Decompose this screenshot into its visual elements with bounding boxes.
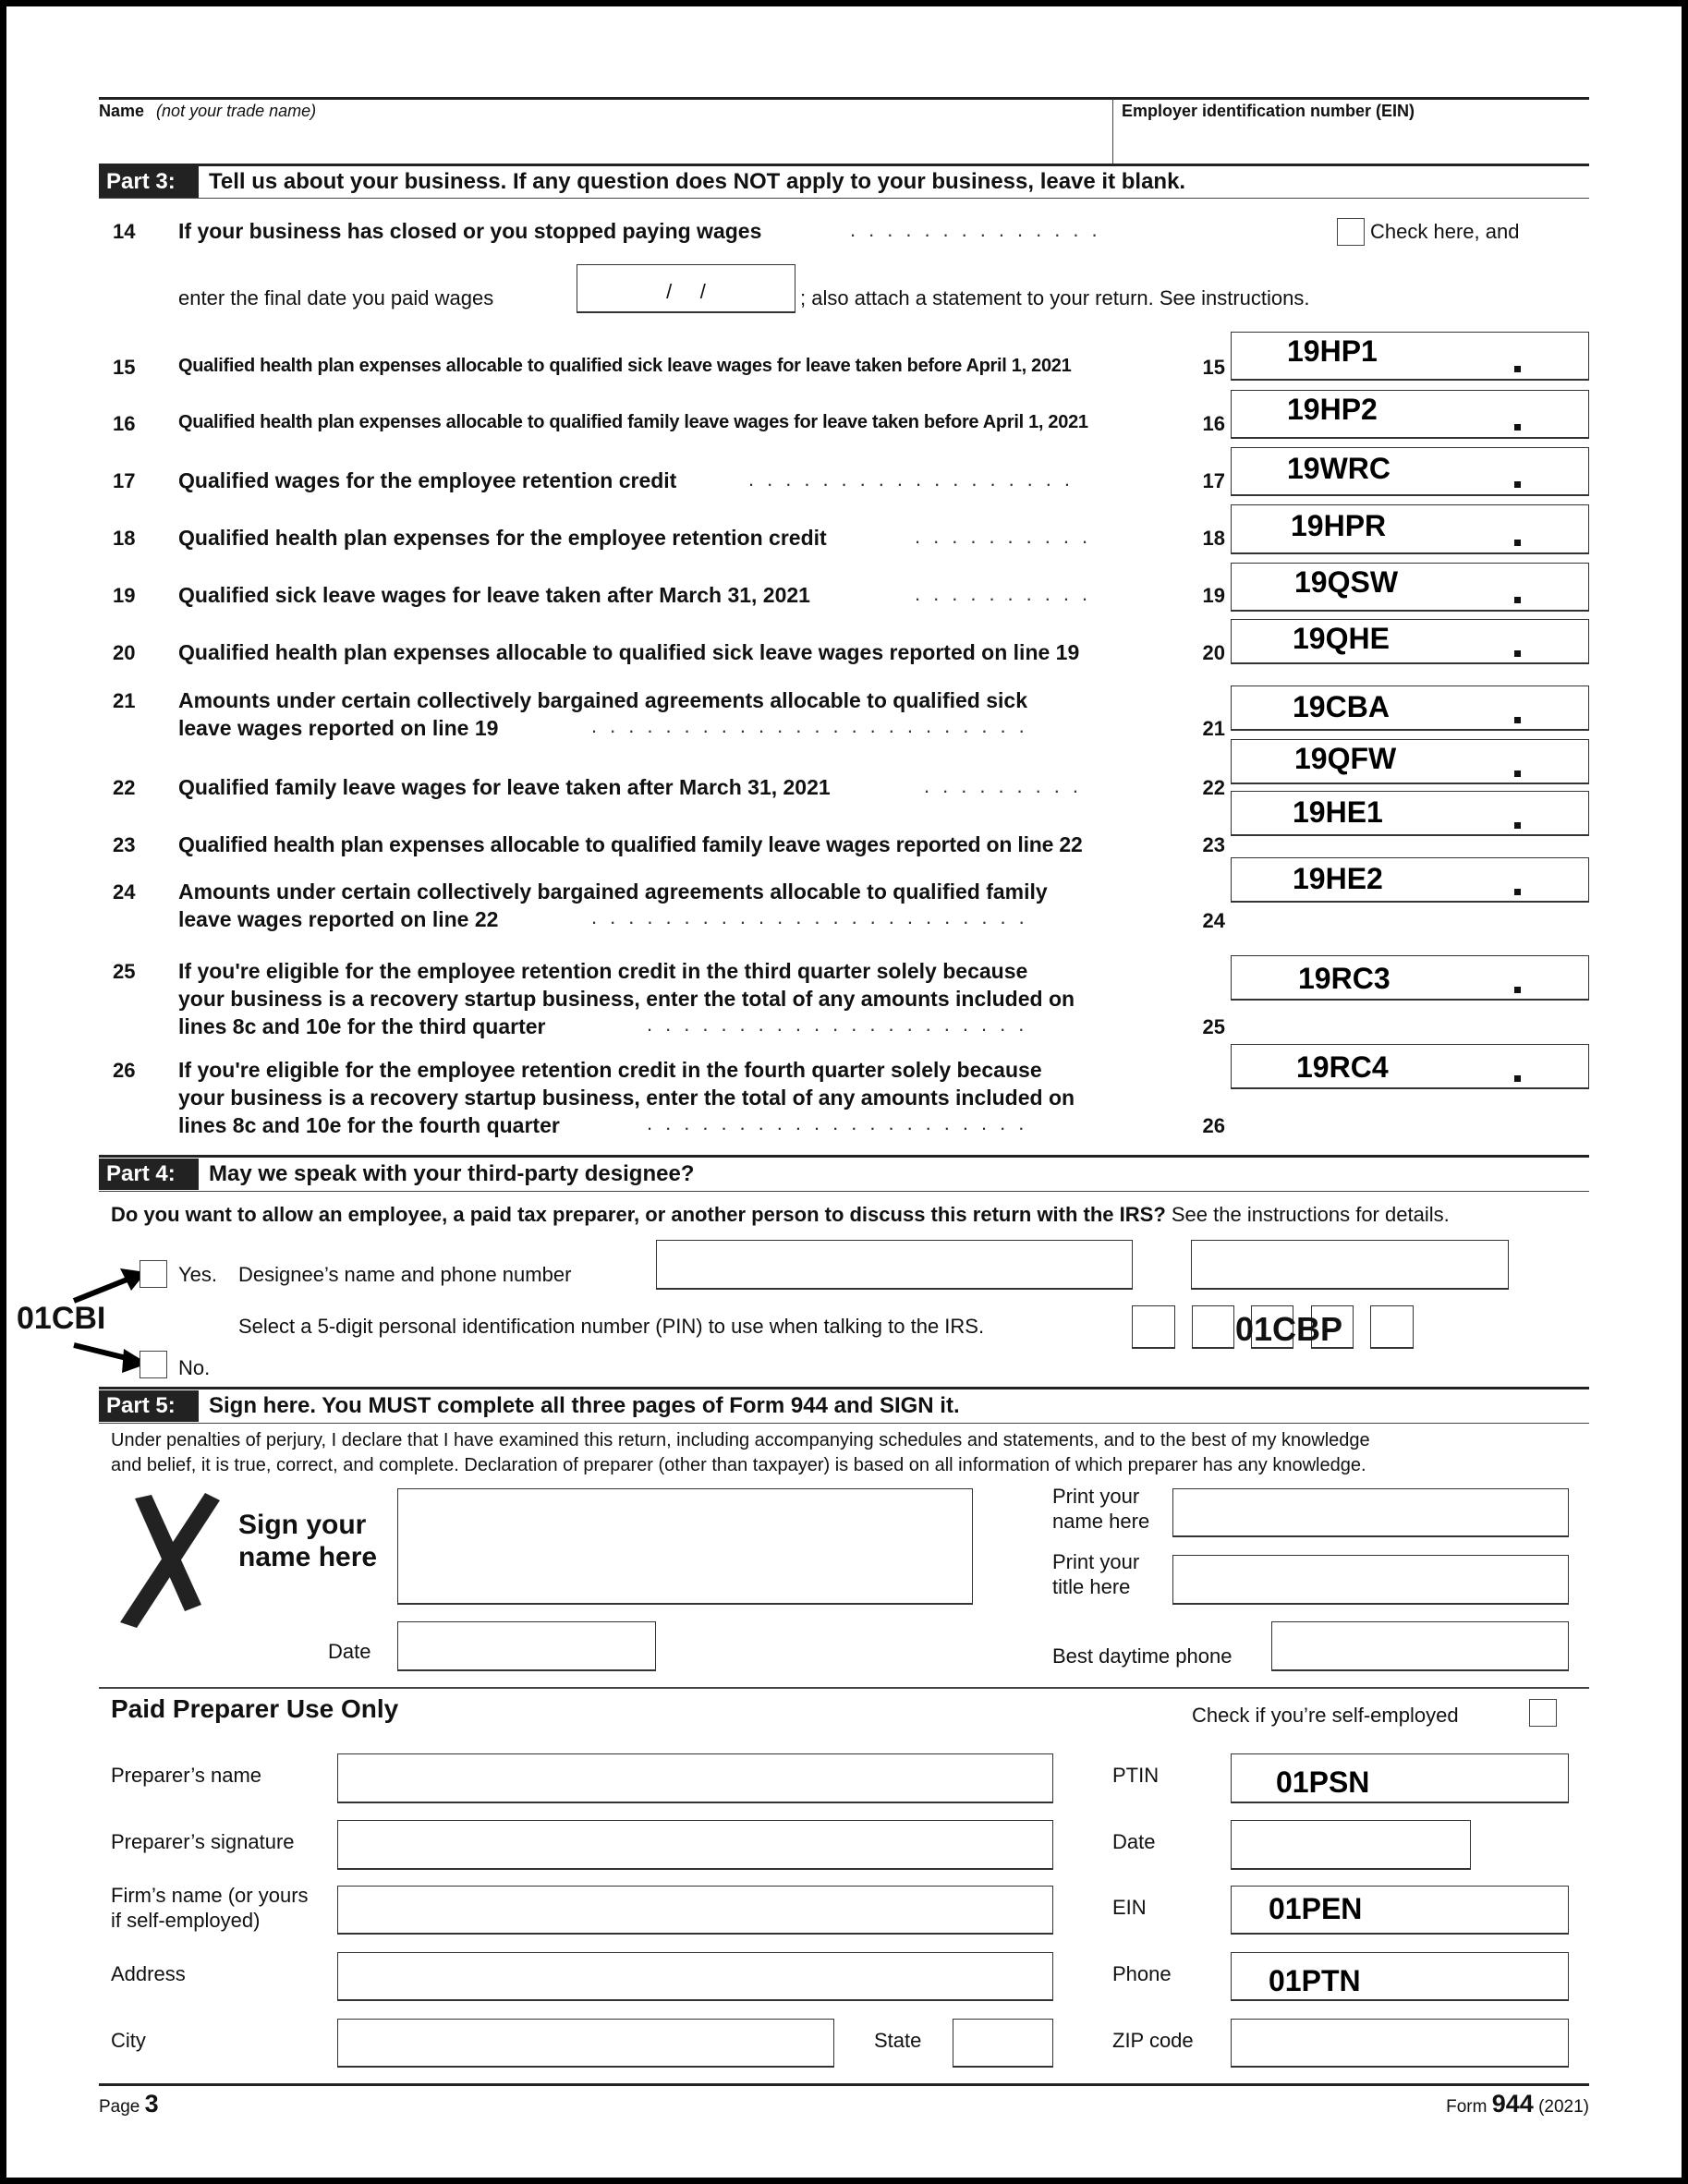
line-15-text: Qualified health plan expenses allocable to qualified sick leave wages for leave taken before April 1, 2021: [178, 356, 1072, 376]
line-26-text-2: your business is a recovery startup business, enter the total of any amounts included on: [178, 1086, 1075, 1110]
line-23-box-number: 23: [1202, 833, 1225, 856]
designee-question-bold: Do you want to allow an employee, a paid tax preparer, or another person to discuss this return with the IRS?: [111, 1203, 1166, 1226]
state-label: State: [874, 2029, 922, 2052]
line-21-box-number: 21: [1202, 717, 1225, 740]
line-26-amount-input[interactable]: [1231, 1044, 1589, 1089]
decimal-point: [1514, 366, 1521, 372]
line-14-text: If your business has closed or you stopped paying wages: [178, 219, 762, 243]
preparer-date-input[interactable]: [1231, 1820, 1471, 1870]
state-input[interactable]: [953, 2019, 1053, 2068]
sign-here-line-2: name here: [238, 1542, 378, 1572]
form-year: (2021): [1538, 2097, 1589, 2117]
line-19-box-number: 19: [1202, 584, 1225, 607]
best-phone-input[interactable]: [1271, 1621, 1569, 1671]
line-22-amount-input[interactable]: [1231, 739, 1589, 784]
preparer-heading: Paid Preparer Use Only: [111, 1694, 399, 1723]
firm-label-line-1: Firm’s name (or yours: [111, 1884, 309, 1907]
line-21-number: 21: [113, 689, 136, 712]
sign-here-label: [238, 1509, 377, 1573]
designee-phone-input[interactable]: [1191, 1240, 1509, 1290]
pin-digit-5[interactable]: [1370, 1305, 1414, 1349]
part5-title: Sign here. You MUST complete all three pages of Form 944 and SIGN it.: [209, 1393, 960, 1418]
line-14-number: 14: [113, 220, 136, 243]
part4-top-rule: [99, 1155, 1589, 1158]
preparer-date-label: Date: [1112, 1830, 1156, 1853]
line-20-box-number: 20: [1202, 641, 1225, 664]
preparer-name-label: Preparer’s name: [111, 1764, 262, 1787]
designee-question-rest: See the instructions for details.: [1165, 1203, 1450, 1226]
part4-bottom-rule: [99, 1191, 1589, 1192]
line-19-amount-input[interactable]: [1231, 563, 1589, 612]
sign-here-line-1: Sign your: [238, 1510, 367, 1540]
final-wages-date-input[interactable]: / /: [577, 264, 795, 313]
line-25-text-2: your business is a recovery startup business, enter the total of any amounts included on: [178, 987, 1075, 1011]
self-employed-checkbox[interactable]: [1529, 1699, 1557, 1727]
line-15-code: 19HP1: [1287, 334, 1378, 368]
preparer-name-input[interactable]: [337, 1753, 1053, 1803]
line-19-leader: ..........: [915, 582, 1101, 605]
line-15-amount-input[interactable]: [1231, 332, 1589, 381]
pin-digit-2[interactable]: [1192, 1305, 1234, 1349]
line-26-leader: .....................: [647, 1111, 1038, 1134]
decimal-point: [1514, 597, 1521, 603]
address-label: Address: [111, 1962, 186, 1985]
line-22-box-number: 22: [1202, 776, 1225, 799]
line-22-leader: .........: [924, 774, 1092, 797]
firm-label-line-2: if self-employed): [111, 1909, 261, 1932]
ptin-label: PTIN: [1112, 1764, 1160, 1787]
line-20-code: 19QHE: [1293, 622, 1390, 655]
zip-input[interactable]: [1231, 2019, 1569, 2068]
sign-date-input[interactable]: [397, 1621, 656, 1671]
part5-label: Part 5:: [99, 1390, 199, 1422]
line-21-amount-input[interactable]: [1231, 686, 1589, 731]
part3-title: Tell us about your business. If any question does NOT apply to your business, leave it blank.: [209, 169, 1186, 194]
form-number: 944: [1491, 2090, 1534, 2117]
ein-label: Employer identification number (EIN): [1122, 102, 1415, 120]
line-17-leader: ..................: [748, 467, 1084, 491]
print-title-line-1: Print your: [1052, 1550, 1140, 1573]
name-input[interactable]: [99, 124, 1111, 163]
line-22-number: 22: [113, 776, 136, 799]
line-23-text: Qualified health plan expenses allocable to qualified family leave wages reported on line 22: [178, 832, 1083, 856]
decimal-point: [1514, 889, 1521, 895]
preparer-signature-input[interactable]: [337, 1820, 1053, 1870]
city-input[interactable]: [337, 2019, 834, 2068]
page-number: [99, 2090, 159, 2118]
form-prefix: Form: [1446, 2097, 1488, 2117]
decimal-point: [1514, 1075, 1521, 1082]
line-20-number: 20: [113, 641, 136, 664]
line-24-text-2: leave wages reported on line 22: [178, 907, 499, 931]
line-24-box-number: 24: [1202, 909, 1225, 932]
sign-date-label: Date: [328, 1640, 371, 1663]
line-26-code: 19RC4: [1296, 1050, 1389, 1084]
designee-question: [111, 1203, 1450, 1227]
pin-code: 01CBP: [1235, 1310, 1343, 1348]
line-21-code: 19CBA: [1293, 690, 1390, 723]
line-24-text-1: Amounts under certain collectively bargained agreements allocable to qualified family: [178, 880, 1048, 904]
line-17-box-number: 17: [1202, 469, 1225, 492]
signature-input[interactable]: [397, 1488, 973, 1605]
line-22-text: Qualified family leave wages for leave taken after March 31, 2021: [178, 775, 831, 799]
decimal-point: [1514, 424, 1521, 431]
address-input[interactable]: [337, 1952, 1053, 2001]
line-24-amount-input[interactable]: [1231, 857, 1589, 903]
line-17-code: 19WRC: [1287, 452, 1391, 485]
line-20-amount-input[interactable]: [1231, 619, 1589, 664]
designee-yes-checkbox[interactable]: [140, 1260, 167, 1288]
name-label: Name: [99, 102, 145, 120]
line-24-leader: ........................: [591, 905, 1038, 928]
line-21-text-2: leave wages reported on line 19: [178, 716, 499, 740]
line-16-number: 16: [113, 412, 136, 435]
designee-no-label: No.: [178, 1356, 211, 1379]
print-title-line-2: title here: [1052, 1575, 1131, 1598]
line-18-box-number: 18: [1202, 527, 1225, 550]
firm-name-input[interactable]: [337, 1886, 1053, 1935]
line-24-code: 19HE2: [1293, 862, 1383, 895]
preparer-ein-label: EIN: [1112, 1896, 1147, 1919]
part3-label: Part 3:: [99, 166, 199, 198]
line-14-closed-checkbox[interactable]: [1337, 218, 1365, 246]
part5-bottom-rule: [99, 1423, 1589, 1424]
line-18-number: 18: [113, 527, 136, 550]
part4-label: Part 4:: [99, 1159, 199, 1190]
line-26-text-1: If you're eligible for the employee retention credit in the fourth quarter solely because: [178, 1058, 1042, 1082]
line-17-text: Qualified wages for the employee retention credit: [178, 468, 677, 492]
decimal-point: [1514, 481, 1521, 488]
print-title-label: [1052, 1549, 1139, 1599]
pin-label: Select a 5-digit personal identification number (PIN) to use when talking to the IRS.: [238, 1315, 985, 1338]
page-number-value: 3: [144, 2090, 159, 2117]
perjury-statement-1: Under penalties of perjury, I declare that I have examined this return, including accompanying schedules and statements, and to the best of my knowledge: [111, 1430, 1370, 1450]
ptin-code: 01PSN: [1276, 1765, 1370, 1799]
preparer-phone-code: 01PTN: [1269, 1964, 1361, 1997]
part4-title: May we speak with your third-party designee?: [209, 1161, 695, 1186]
line-26-number: 26: [113, 1059, 136, 1082]
page-prefix: Page: [99, 2097, 140, 2117]
line-21-leader: ........................: [591, 714, 1038, 737]
line-14-leader: ..............: [850, 218, 1111, 241]
line-18-leader: ..........: [915, 525, 1101, 548]
line-18-amount-input[interactable]: [1231, 504, 1589, 554]
line-17-number: 17: [113, 469, 136, 492]
ein-divider: [1112, 99, 1113, 164]
line-14-date-suffix: ; also attach a statement to your return. See instructions.: [800, 286, 1310, 309]
print-name-input[interactable]: [1172, 1488, 1569, 1537]
pin-digit-1[interactable]: [1132, 1305, 1175, 1349]
line-14-checkbox-label: Check here, and: [1370, 220, 1520, 243]
line-26-box-number: 26: [1202, 1114, 1225, 1137]
print-title-input[interactable]: [1172, 1555, 1569, 1605]
line-23-number: 23: [113, 833, 136, 856]
form-id: [1446, 2090, 1589, 2118]
line-25-leader: .....................: [647, 1013, 1038, 1036]
designee-name-phone-label: Designee’s name and phone number: [238, 1263, 572, 1286]
designee-checkbox-code: 01CBI: [17, 1301, 106, 1336]
header-top-rule: [99, 97, 1589, 100]
line-25-text-1: If you're eligible for the employee retention credit in the third quarter solely because: [178, 959, 1028, 983]
line-18-code: 19HPR: [1291, 509, 1387, 542]
decimal-point: [1514, 822, 1521, 829]
line-25-box-number: 25: [1202, 1015, 1225, 1038]
firm-name-label: [111, 1883, 309, 1933]
sign-x-icon: [109, 1489, 229, 1632]
line-15-number: 15: [113, 356, 136, 379]
line-25-amount-input[interactable]: [1231, 955, 1589, 1001]
zip-label: ZIP code: [1112, 2029, 1194, 2052]
line-25-code: 19RC3: [1298, 962, 1390, 995]
best-phone-label: Best daytime phone: [1052, 1644, 1233, 1668]
ein-input[interactable]: [1114, 124, 1587, 163]
part5-top-rule: [99, 1387, 1589, 1389]
line-25-text-3: lines 8c and 10e for the third quarter: [178, 1014, 546, 1038]
print-name-line-2: name here: [1052, 1510, 1150, 1533]
preparer-phone-label: Phone: [1112, 1962, 1172, 1985]
decimal-point: [1514, 717, 1521, 723]
line-16-box-number: 16: [1202, 412, 1225, 435]
line-16-amount-input[interactable]: [1231, 390, 1589, 439]
ptin-input[interactable]: [1231, 1753, 1569, 1803]
line-15-box-number: 15: [1202, 356, 1225, 379]
decimal-point: [1514, 650, 1521, 657]
line-20-text: Qualified health plan expenses allocable to qualified sick leave wages reported on line 19: [178, 640, 1080, 664]
line-23-code: 19HE1: [1293, 795, 1383, 829]
decimal-point: [1514, 987, 1521, 993]
preparer-ein-input[interactable]: [1231, 1886, 1569, 1935]
line-19-number: 19: [113, 584, 136, 607]
line-23-amount-input[interactable]: [1231, 791, 1589, 836]
designee-no-checkbox[interactable]: [140, 1351, 167, 1378]
line-14-date-prompt: enter the final date you paid wages: [178, 286, 494, 309]
line-26-text-3: lines 8c and 10e for the fourth quarter: [178, 1113, 560, 1137]
footer-rule: [99, 2083, 1589, 2086]
print-name-line-1: Print your: [1052, 1485, 1140, 1508]
preparer-top-rule: [99, 1687, 1589, 1689]
name-hint: (not your trade name): [156, 102, 317, 120]
preparer-ein-code: 01PEN: [1269, 1892, 1363, 1925]
preparer-phone-input[interactable]: [1231, 1952, 1569, 2001]
line-22-code: 19QFW: [1294, 742, 1397, 775]
designee-yes-label: Yes.: [178, 1263, 218, 1286]
self-employed-label: Check if you’re self-employed: [1192, 1704, 1459, 1727]
line-18-text: Qualified health plan expenses for the employee retention credit: [178, 526, 827, 550]
line-19-code: 19QSW: [1294, 565, 1399, 599]
perjury-statement-2: and belief, it is true, correct, and complete. Declaration of preparer (other than taxpayer) is based on all information of which preparer has any knowledge.: [111, 1455, 1366, 1475]
name-field-label: [99, 102, 316, 121]
decimal-point: [1514, 770, 1521, 777]
line-17-amount-input[interactable]: [1231, 447, 1589, 496]
line-16-code: 19HP2: [1287, 393, 1378, 426]
decimal-point: [1514, 540, 1521, 546]
line-24-number: 24: [113, 880, 136, 904]
part3-bottom-rule: [99, 198, 1589, 199]
line-25-number: 25: [113, 960, 136, 983]
line-19-text: Qualified sick leave wages for leave taken after March 31, 2021: [178, 583, 810, 607]
designee-name-input[interactable]: [656, 1240, 1133, 1290]
line-21-text-1: Amounts under certain collectively bargained agreements allocable to qualified sick: [178, 688, 1028, 712]
preparer-signature-label: Preparer’s signature: [111, 1830, 295, 1853]
city-label: City: [111, 2029, 146, 2052]
print-name-label: [1052, 1484, 1149, 1534]
line-16-text: Qualified health plan expenses allocable to qualified family leave wages for leave taken before April 1, 2021: [178, 412, 1088, 432]
